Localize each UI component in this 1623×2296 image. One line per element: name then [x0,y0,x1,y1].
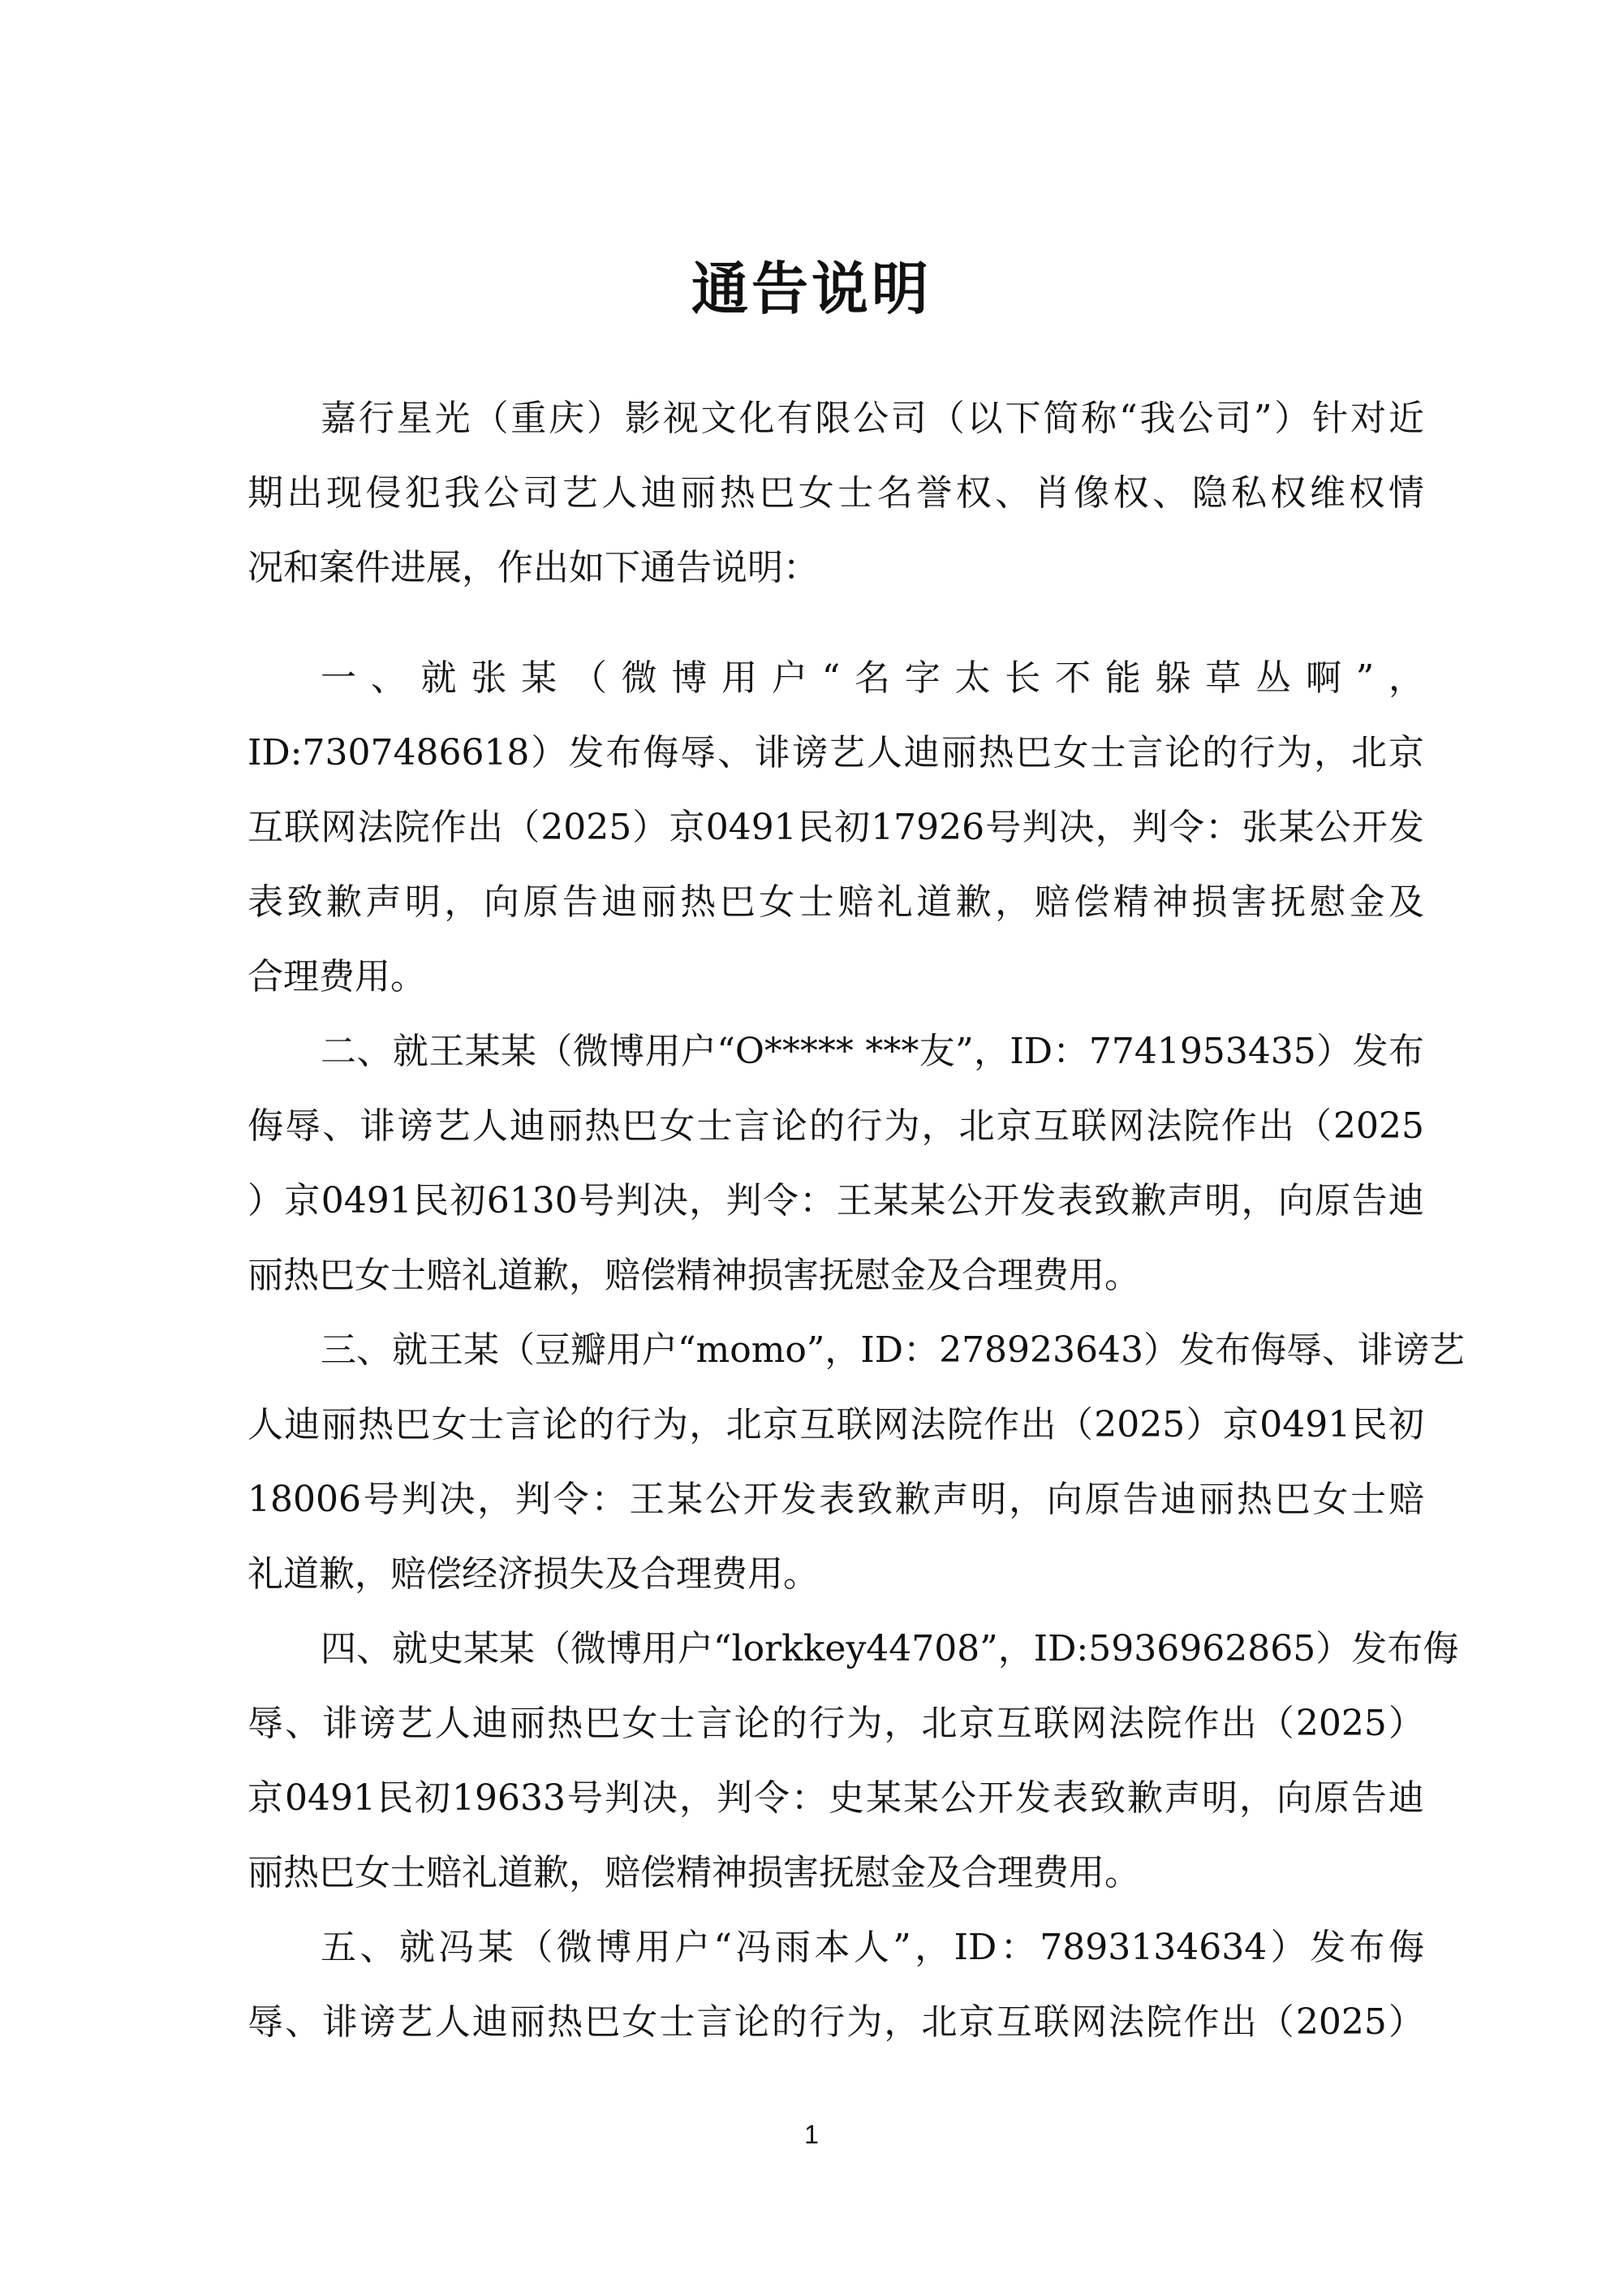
document-title: 通告说明 [691,255,932,322]
text-line: 三、就王某（豆瓣用户“momo”，ID：278923643）发布侮辱、诽谤艺 [321,1329,1466,1371]
text-line: 表致歉声明，向原告迪丽热巴女士赔礼道歉，赔偿精神损害抚慰金及 [248,881,1424,923]
text-line: 合理费用。 [248,956,426,997]
text-line: 辱、诽谤艺人迪丽热巴女士言论的行为，北京互联网法院作出（2025） [248,1703,1424,1744]
text-line: 京0491民初19633号判决，判令：史某某公开发表致歉声明，向原告迪 [248,1777,1424,1819]
text-line: 侮辱、诽谤艺人迪丽热巴女士言论的行为，北京互联网法院作出（2025 [248,1105,1424,1147]
intro-paragraph [248,381,1424,605]
text-line: 嘉行星光（重庆）影视文化有限公司（以下简称“我公司”）针对近 [321,398,1424,439]
text-line: 一、就张某（微博用户“名字太长不能躲草丛啊”， [321,657,1424,699]
text-line: 互联网法院作出（2025）京0491民初17926号判决，判令：张某公开发 [248,807,1424,848]
text-line: 丽热巴女士赔礼道歉，赔偿精神损害抚慰金及合理费用。 [248,1852,1140,1893]
text-line: 礼道歉，赔偿经济损失及合理费用。 [248,1553,819,1595]
text-line: ID:7307486618）发布侮辱、诽谤艺人迪丽热巴女士言论的行为，北京 [248,732,1424,773]
item-paragraph [248,1014,1424,1313]
document-body [248,381,1466,2060]
text-line: 人迪丽热巴女士言论的行为，北京互联网法院作出（2025）京0491民初 [248,1404,1424,1445]
item-paragraph [248,1313,1466,1612]
item-paragraph [248,641,1424,1014]
text-line: 况和案件进展，作出如下通告说明： [248,547,819,588]
text-line: 二、就王某某（微博用户“O***** ***友”，ID：7741953435）发布 [321,1031,1424,1072]
text-line: 四、就史某某（微博用户“lorkkey44708”，ID:5936962865）发布侮 [321,1628,1459,1669]
text-line: 丽热巴女士赔礼道歉，赔偿精神损害抚慰金及合理费用。 [248,1255,1140,1296]
text-line: 18006号判决，判令：王某公开发表致歉声明，向原告迪丽热巴女士赔 [248,1479,1424,1520]
item-paragraph [248,1910,1424,2060]
text-line: 辱、诽谤艺人迪丽热巴女士言论的行为，北京互联网法院作出（2025） [248,2001,1424,2043]
text-line: 五、就冯某（微博用户“冯雨本人”，ID：7893134634）发布侮 [321,1927,1424,1968]
page-number: 1 [804,2120,819,2149]
item-paragraph [248,1612,1459,1910]
text-line: 期出现侵犯我公司艺人迪丽热巴女士名誉权、肖像权、隐私权维权情 [248,472,1424,514]
text-line: ）京0491民初6130号判决，判令：王某某公开发表致歉声明，向原告迪 [248,1180,1424,1221]
